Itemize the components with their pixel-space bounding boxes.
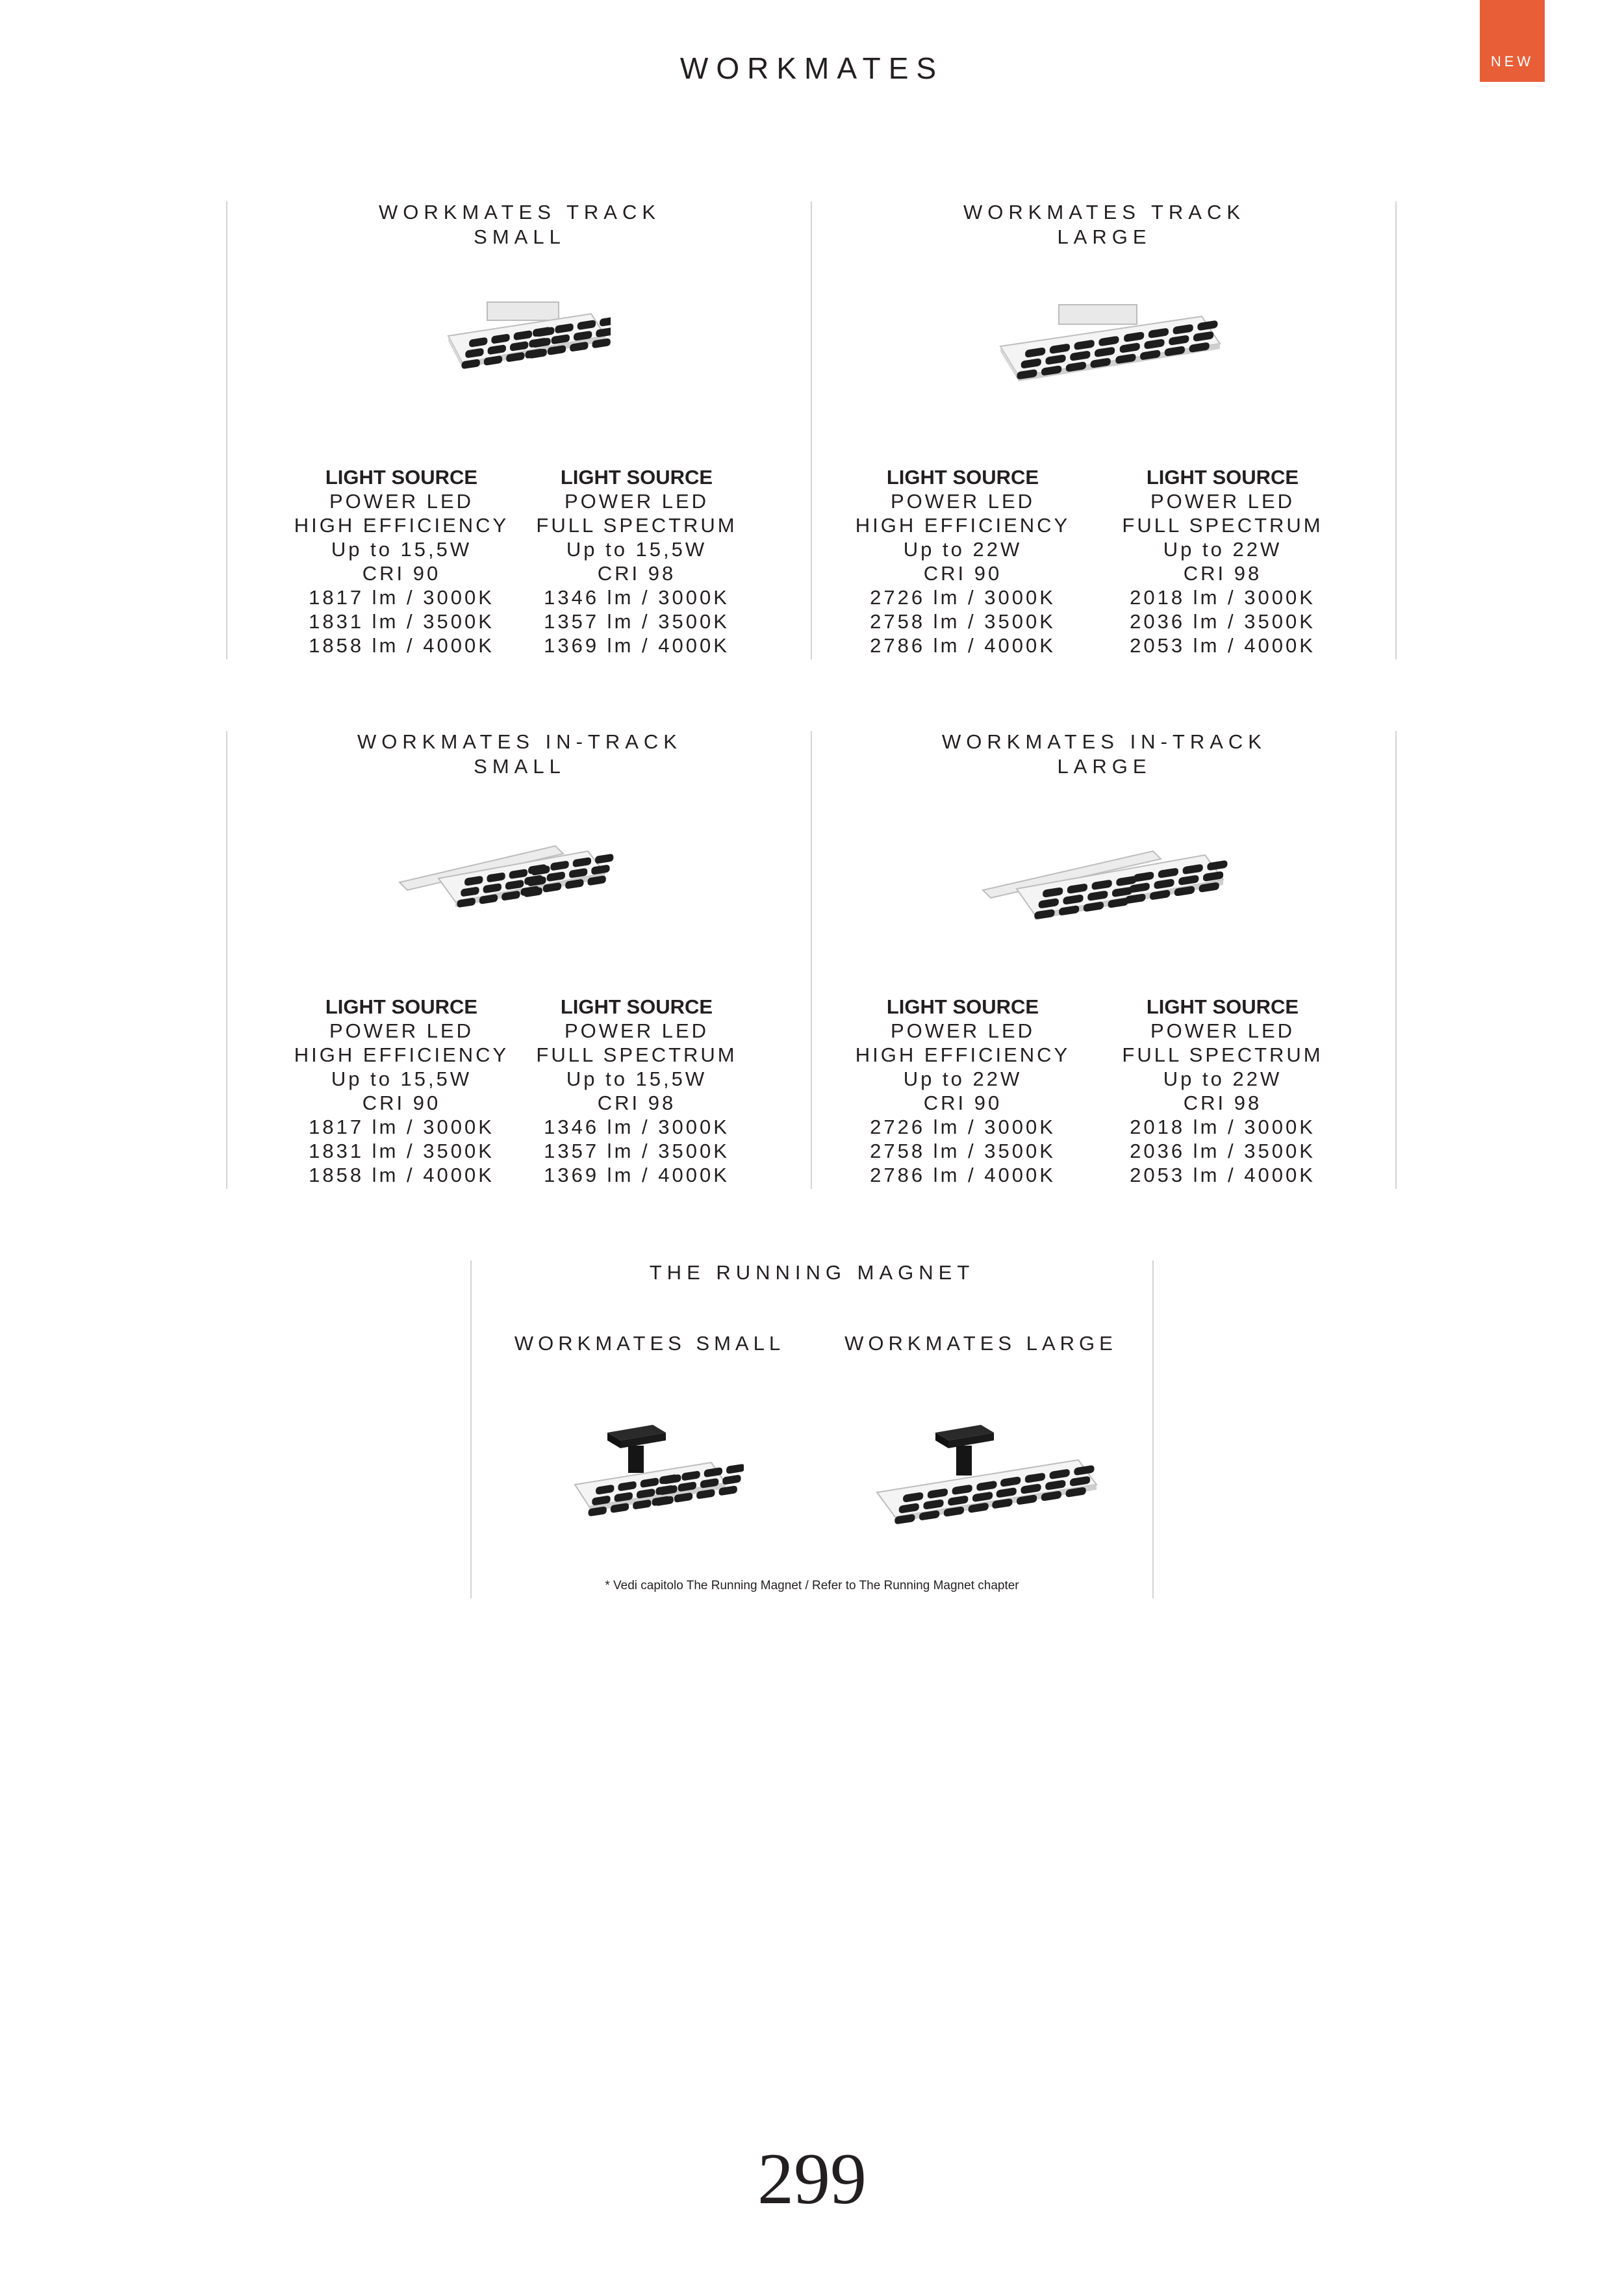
divider (1152, 1260, 1154, 1598)
label-workmates-large: WORKMATES LARGE (844, 1332, 1117, 1355)
section-title-track-large: WORKMATES TRACK LARGE (963, 201, 1246, 248)
page-number: 299 (757, 2139, 867, 2219)
workmates-intrack-large-image (978, 832, 1231, 929)
section-title-intrack-large: WORKMATES IN-TRACK LARGE (942, 730, 1267, 778)
footnote: * Vedi capitolo The Running Magnet / Refer to The Running Magnet chapter (605, 1579, 1019, 1592)
divider (470, 1260, 472, 1598)
spec-intrack-small-he: LIGHT SOURCE POWER LED HIGH EFFICIENCY Up to 15,5W CRI 90 1817 lm / 3000K 1831 lm / 3500K 1858 lm / 4000K (294, 995, 509, 1186)
page-title: WORKMATES (679, 51, 945, 85)
divider (226, 201, 227, 659)
running-magnet-large-image (864, 1420, 1111, 1530)
spec-track-small-he: LIGHT SOURCE POWER LED HIGH EFFICIENCY Up to 15,5W CRI 90 1817 lm / 3000K 1831 lm / 3500K 1858 lm / 4000K (294, 466, 509, 657)
spec-track-large-fs: LIGHT SOURCE POWER LED FULL SPECTRUM Up to 22W CRI 98 2018 lm / 3000K 2036 lm / 3500K 2053 lm / 4000K (1122, 466, 1323, 657)
divider (1395, 201, 1397, 659)
divider (226, 731, 227, 1189)
label-workmates-small: WORKMATES SMALL (514, 1332, 785, 1355)
spec-intrack-large-fs: LIGHT SOURCE POWER LED FULL SPECTRUM Up to 22W CRI 98 2018 lm / 3000K 2036 lm / 3500K 2053 lm / 4000K (1122, 995, 1323, 1186)
spec-intrack-small-fs: LIGHT SOURCE POWER LED FULL SPECTRUM Up to 15,5W CRI 98 1346 lm / 3000K 1357 lm / 3500K 1369 lm / 4000K (536, 995, 737, 1186)
running-magnet-small-image (555, 1420, 744, 1524)
workmates-track-large-image (987, 296, 1228, 393)
section-title-intrack-small: WORKMATES IN-TRACK SMALL (357, 730, 682, 778)
section-title-track-small: WORKMATES TRACK SMALL (378, 201, 661, 248)
spec-track-large-he: LIGHT SOURCE POWER LED HIGH EFFICIENCY Up to 22W CRI 90 2726 lm / 3000K 2758 lm / 3500K 2786 lm / 4000K (855, 466, 1071, 657)
workmates-intrack-small-image (393, 832, 614, 916)
spec-intrack-large-he: LIGHT SOURCE POWER LED HIGH EFFICIENCY Up to 22W CRI 90 2726 lm / 3000K 2758 lm / 3500K 2786 lm / 4000K (855, 995, 1071, 1186)
divider (811, 731, 812, 1189)
new-badge: NEW (1480, 0, 1545, 82)
spec-track-small-fs: LIGHT SOURCE POWER LED FULL SPECTRUM Up to 15,5W CRI 98 1346 lm / 3000K 1357 lm / 3500K 1369 lm / 4000K (536, 466, 737, 657)
workmates-track-small-image (429, 296, 611, 380)
section-title-running-magnet: THE RUNNING MAGNET (649, 1261, 975, 1284)
divider (811, 201, 812, 659)
divider (1395, 731, 1397, 1189)
